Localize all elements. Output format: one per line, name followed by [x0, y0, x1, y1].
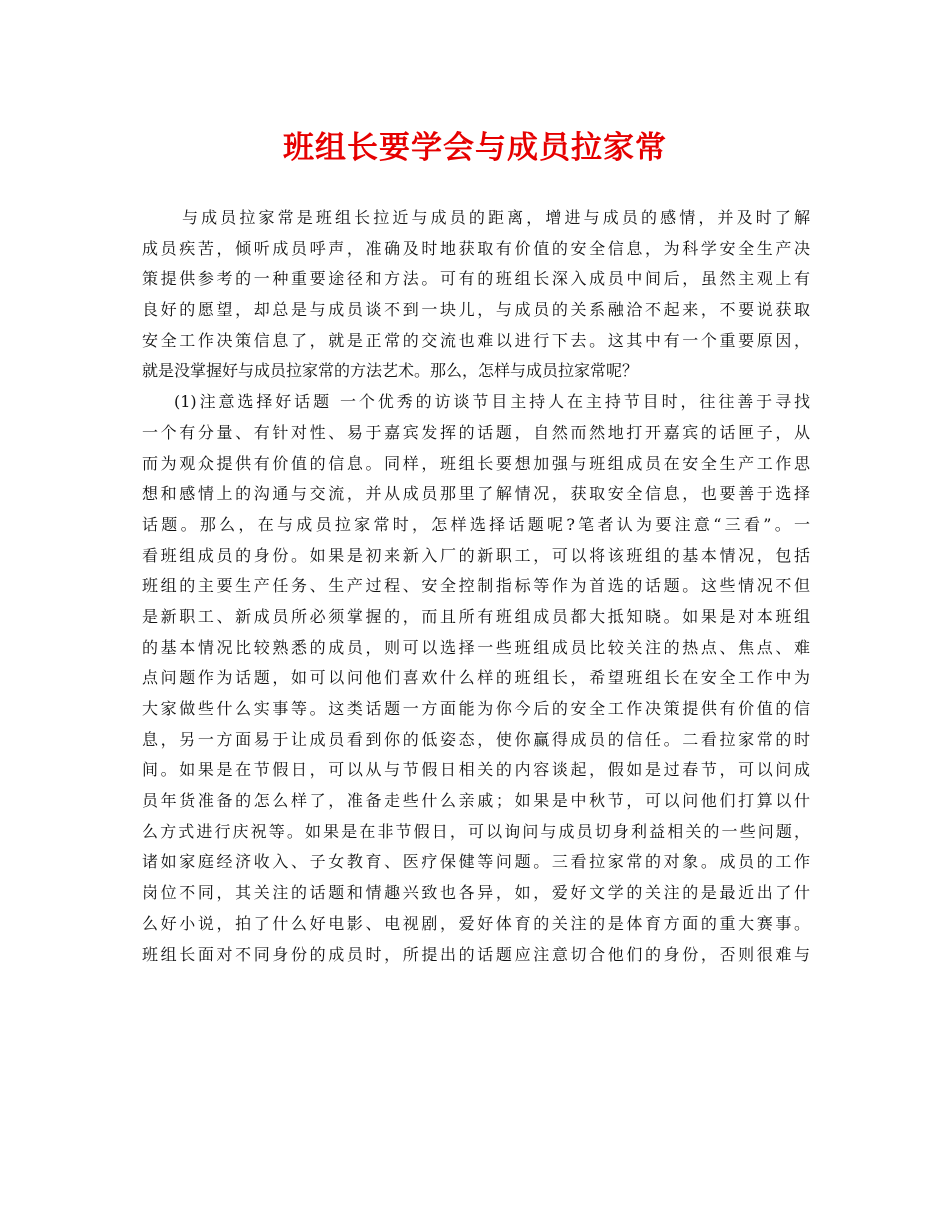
paragraph-line: 点问题作为话题，如可以问他们喜欢什么样的班组长，希望班组长在安全工作中为 [142, 668, 810, 688]
paragraph-line: 是新职工、新成员所必须掌握的，而且所有班组成员都大抵知晓。如果是对本班组 [142, 606, 810, 626]
paragraph-line: 间。如果是在节假日，可以从与节假日相关的内容谈起，假如是过春节，可以问成 [142, 760, 810, 780]
paragraph-line: 岗位不同，其关注的话题和情趣兴致也各异，如，爱好文学的关注的是最近出了什 [142, 883, 810, 903]
paragraph-line: (1)注意选择好话题 一个优秀的访谈节目主持人在主持节目时，往往善于寻找 [174, 392, 810, 412]
paragraph-line: 的基本情况比较熟悉的成员，则可以选择一些班组成员比较关注的热点、焦点、难 [142, 637, 810, 657]
paragraph-line: 大家做些什么实事等。这类话题一方面能为你今后的安全工作决策提供有价值的信 [142, 699, 810, 718]
paragraph-line: 就是没掌握好与成员拉家常的方法艺术。那么，怎样与成员拉家常呢？ [142, 361, 639, 381]
paragraph-line: 策提供参考的一种重要途径和方法。可有的班组长深入成员中间后，虽然主观上有 [142, 269, 810, 289]
paragraph-line: 安全工作决策信息了，就是正常的交流也难以进行下去。这其中有一个重要原因， [142, 330, 810, 350]
paragraph-line: 一个有分量、有针对性、易于嘉宾发挥的话题，自然而然地打开嘉宾的话匣子，从 [142, 422, 810, 442]
paragraph-line: 么方式进行庆祝等。如果是在非节假日，可以询问与成员切身利益相关的一些问题， [142, 821, 810, 841]
paragraph-line: 息，另一方面易于让成员看到你的低姿态，使你赢得成员的信任。二看拉家常的时 [142, 729, 810, 749]
paragraph-line: 话题。那么，在与成员拉家常时，怎样选择话题呢?笔者认为要注意“三看”。一 [142, 514, 810, 534]
paragraph-line: 班组的主要生产任务、生产过程、安全控制指标等作为首选的话题。这些情况不但 [142, 576, 810, 596]
paragraph-line: 么好小说，拍了什么好电影、电视剧，爱好体育的关注的是体育方面的重大赛事。 [142, 913, 810, 933]
paragraph-line: 员年货准备的怎么样了，准备走些什么亲戚；如果是中秋节，可以问他们打算以什 [142, 791, 810, 811]
document-body [142, 203, 810, 970]
paragraph-line: 班组长面对不同身份的成员时，所提出的话题应注意切合他们的身份，否则很难与 [142, 944, 810, 964]
paragraph-line: 而为观众提供有价值的信息。同样，班组长要想加强与班组成员在安全生产工作思 [142, 453, 810, 473]
paragraph-line: 看班组成员的身份。如果是初来新入厂的新职工，可以将该班组的基本情况，包括 [142, 545, 810, 565]
paragraph-line: 良好的愿望，却总是与成员谈不到一块儿，与成员的关系融洽不起来，不要说获取 [142, 300, 810, 320]
document-title: 班组长要学会与成员拉家常 [283, 130, 667, 166]
paragraph-line: 想和感情上的沟通与交流，并从成员那里了解情况，获取安全信息，也要善于选择 [142, 484, 810, 504]
paragraph-line: 与成员拉家常是班组长拉近与成员的距离，增进与成员的感情，并及时了解 [182, 208, 810, 227]
paragraph-line: 成员疾苦，倾听成员呼声，准确及时地获取有价值的安全信息，为科学安全生产决 [142, 238, 810, 258]
paragraph-line: 诸如家庭经济收入、子女教育、医疗保健等问题。三看拉家常的对象。成员的工作 [142, 852, 810, 872]
